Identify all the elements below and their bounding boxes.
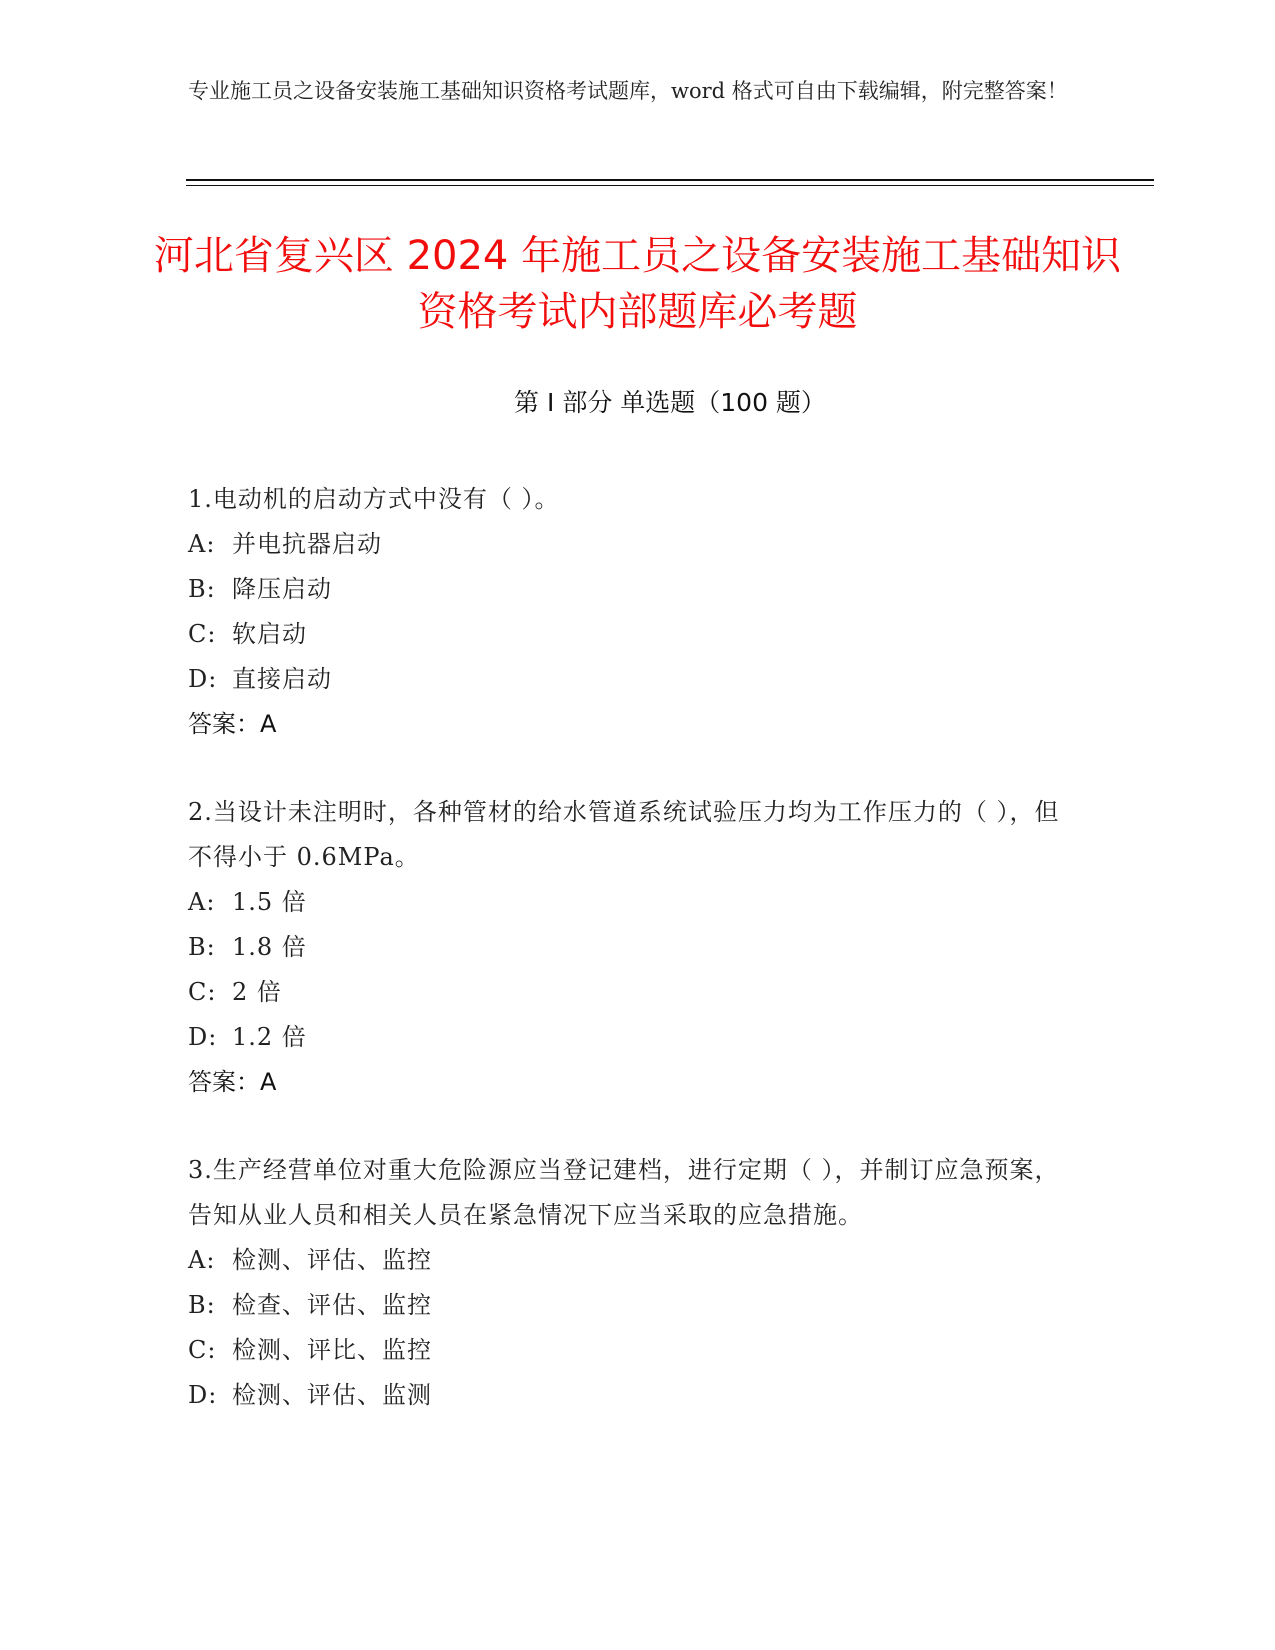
option-letter: C: xyxy=(188,978,217,1006)
question-stem: 2.当设计未注明时，各种管材的给水管道系统试验压力均为工作压力的（ ），但不得小于 0.6MPa。 xyxy=(188,798,1060,871)
question-3 xyxy=(188,1148,1068,1418)
option-letter: A: xyxy=(188,1246,216,1274)
option-b xyxy=(188,567,1068,612)
option-c xyxy=(188,970,1068,1015)
option-c xyxy=(188,1328,1068,1373)
option-c xyxy=(188,612,1068,657)
question-1 xyxy=(188,477,1068,747)
option-text: 并电抗器启动 xyxy=(232,530,382,558)
question-stem: 3.生产经营单位对重大危险源应当登记建档，进行定期（ ），并制订应急预案，告知从业人员和相关人员在紧急情况下应当采取的应急措施。 xyxy=(188,1156,1060,1229)
option-text: 1.2 倍 xyxy=(232,1023,307,1051)
option-text: 2 倍 xyxy=(232,978,282,1006)
option-text: 1.5 倍 xyxy=(232,888,307,916)
option-letter: C: xyxy=(188,620,217,648)
option-letter: B: xyxy=(188,933,216,961)
option-letter: A: xyxy=(188,530,216,558)
option-text: 直接启动 xyxy=(232,665,332,693)
option-text: 降压启动 xyxy=(232,575,332,603)
option-text: 检测、评估、监控 xyxy=(232,1246,432,1274)
option-b xyxy=(188,925,1068,970)
option-d xyxy=(188,1015,1068,1060)
question-2 xyxy=(188,790,1068,1105)
option-text: 1.8 倍 xyxy=(232,933,307,961)
option-d xyxy=(188,1373,1068,1418)
option-letter: B: xyxy=(188,575,216,603)
option-letter: D: xyxy=(188,665,218,693)
option-text: 检查、评估、监控 xyxy=(232,1291,432,1319)
header-rule-thick xyxy=(186,179,1154,181)
option-a xyxy=(188,1238,1068,1283)
document-title: 河北省复兴区 2024 年施工员之设备安装施工基础知识资格考试内部题库必考题 xyxy=(153,233,1122,335)
option-text: 检测、评估、监测 xyxy=(232,1381,432,1409)
option-letter: C: xyxy=(188,1336,217,1364)
option-b xyxy=(188,1283,1068,1328)
option-a xyxy=(188,880,1068,925)
option-d xyxy=(188,657,1068,702)
question-list xyxy=(188,477,1068,1461)
option-a xyxy=(188,522,1068,567)
question-stem: 1.电动机的启动方式中没有（ ）。 xyxy=(188,485,560,513)
option-letter: D: xyxy=(188,1381,218,1409)
header-note: 专业施工员之设备安装施工基础知识资格考试题库，word 格式可自由下载编辑，附完整答案！ xyxy=(188,79,1068,103)
answer-line: 答案：A xyxy=(188,710,277,738)
section-title: 第 I 部分 单选题（100 题） xyxy=(514,388,826,417)
option-text: 软启动 xyxy=(232,620,307,648)
option-letter: B: xyxy=(188,1291,216,1319)
answer-line: 答案：A xyxy=(188,1068,277,1096)
option-letter: A: xyxy=(188,888,216,916)
option-text: 检测、评比、监控 xyxy=(232,1336,432,1364)
option-letter: D: xyxy=(188,1023,218,1051)
header-rule-thin xyxy=(186,185,1154,186)
